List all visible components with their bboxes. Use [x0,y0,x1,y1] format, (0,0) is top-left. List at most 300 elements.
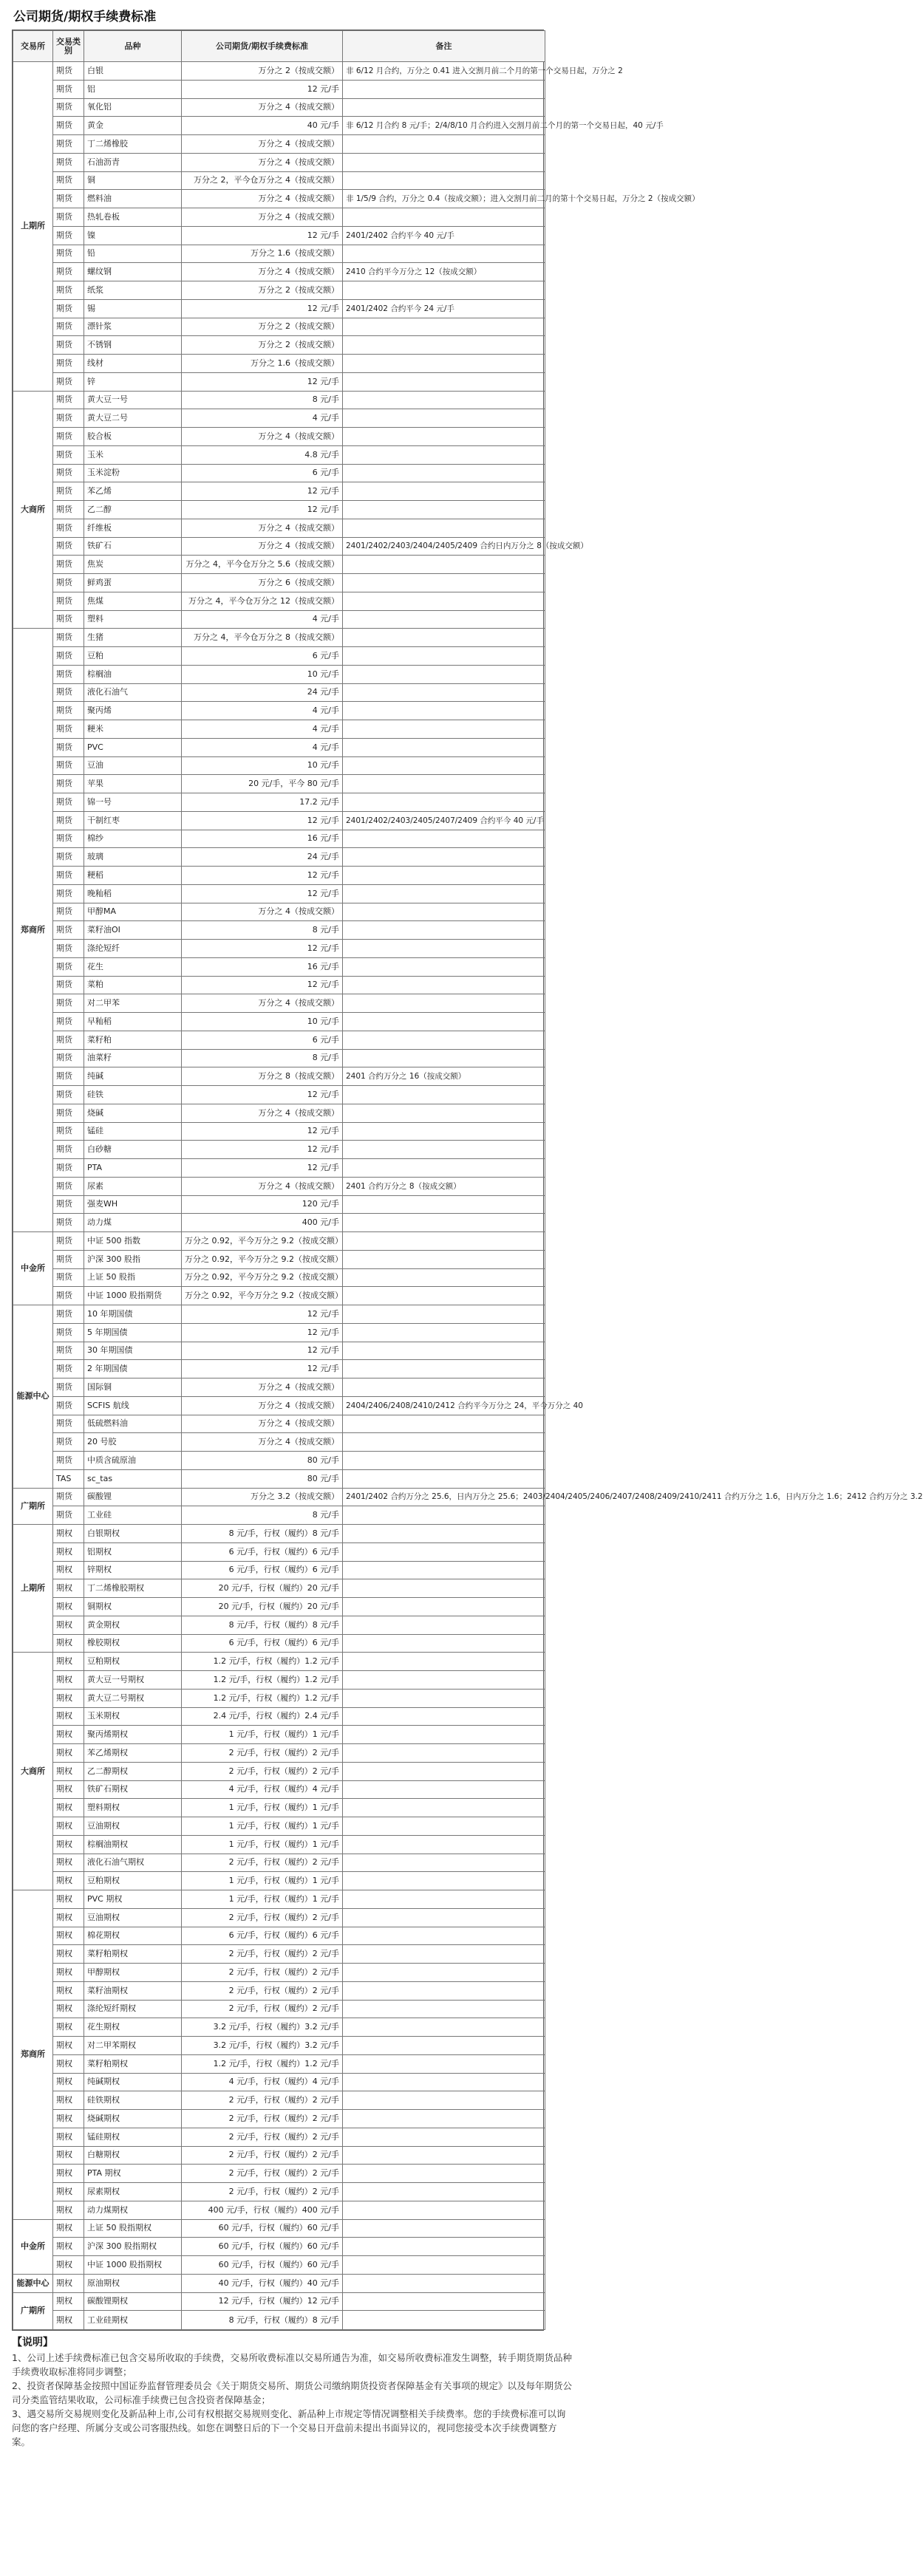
product-cell: 中证 500 指数 [84,1232,182,1251]
note-cell [343,1835,545,1854]
type-cell: 期货 [53,1122,84,1141]
table-row [13,1360,545,1378]
fee-cell: 12 元/手 [182,811,343,830]
product-cell: 铜 [84,171,182,190]
type-cell: 期货 [53,1268,84,1287]
table-row [13,556,545,574]
note-cell [343,372,545,391]
note-cell [343,647,545,666]
product-cell: 铁矿石 [84,537,182,556]
type-cell: 期权 [53,2091,84,2110]
table-row [13,2073,545,2091]
type-cell: 期货 [53,683,84,702]
table-row [13,1964,545,1982]
table-row [13,702,545,720]
product-cell: 动力煤 [84,1214,182,1232]
fee-cell: 万分之 1.6（按成交额） [182,245,343,263]
product-cell: 丁二烯橡胶期权 [84,1579,182,1598]
exchange-cell: 上期所 [13,62,53,392]
product-cell: 聚丙烯 [84,702,182,720]
table-row [13,2128,545,2146]
note-cell [343,482,545,501]
product-cell: 豆油期权 [84,1908,182,1927]
product-cell: 镍 [84,226,182,245]
product-cell: 玉米淀粉 [84,464,182,482]
product-cell: 焦煤 [84,592,182,610]
product-cell: 沪深 300 股指 [84,1250,182,1268]
fee-cell: 4 元/手 [182,409,343,428]
fee-cell: 4 元/手 [182,738,343,756]
exchange-cell: 广期所 [13,1488,53,1525]
fee-cell: 万分之 4（按成交额） [182,519,343,537]
fee-cell: 12 元/手 [182,1305,343,1324]
table-row [13,1195,545,1214]
note-cell [343,1360,545,1378]
note-cell: 非 6/12 月合约，万分之 0.41 进入交割月前二个月的第一个交易日起，万分之 2 [343,62,545,81]
fee-cell: 12 元/手 [182,372,343,391]
fee-cell: 万分之 4（按成交额） [182,1433,343,1452]
table-header-row [13,31,545,62]
fee-cell: 20 元/手，平今 80 元/手 [182,775,343,793]
note-cell [343,793,545,812]
type-cell: 期权 [53,2110,84,2128]
fee-cell: 万分之 4，平今仓万分之 5.6（按成交额） [182,556,343,574]
type-cell: 期货 [53,336,84,355]
table-row [13,1268,545,1287]
type-cell: 期权 [53,1542,84,1561]
fee-cell: 万分之 4（按成交额） [182,208,343,227]
fee-cell: 3.2 元/手，行权（履约）3.2 元/手 [182,2018,343,2037]
type-cell: 期权 [53,1835,84,1854]
type-cell: 期货 [53,153,84,171]
note-cell [343,1452,545,1470]
table-row [13,1707,545,1726]
product-cell: 工业硅期权 [84,2311,182,2330]
fee-cell: 3.2 元/手，行权（履约）3.2 元/手 [182,2037,343,2055]
product-cell: 低硫燃料油 [84,1415,182,1433]
table-row [13,1086,545,1104]
fee-cell: 万分之 8（按成交额） [182,1067,343,1086]
table-row [13,1561,545,1579]
note-cell [343,2146,545,2165]
note-cell [343,1744,545,1763]
type-cell: 期权 [53,2183,84,2201]
table-row [13,190,545,208]
product-cell: 黄大豆一号期权 [84,1671,182,1690]
product-cell: 生猪 [84,629,182,647]
type-cell: 期货 [53,190,84,208]
product-cell: 锦一号 [84,793,182,812]
note-cell [343,1268,545,1287]
table-row [13,683,545,702]
product-cell: 螺纹钢 [84,263,182,281]
table-row [13,1177,545,1195]
note-cell [343,2183,545,2201]
table-row [13,1232,545,1251]
product-cell: 2 年期国债 [84,1360,182,1378]
product-cell: 漂针浆 [84,318,182,336]
product-cell: 黄金 [84,117,182,135]
product-cell: 甲醇MA [84,903,182,921]
fee-cell: 1.2 元/手，行权（履约）1.2 元/手 [182,2054,343,2073]
note-cell [343,1561,545,1579]
type-cell: 期权 [53,1890,84,1909]
type-cell: 期权 [53,1616,84,1634]
table-row [13,1927,545,1945]
table-row [13,355,545,373]
product-cell: 石油沥青 [84,153,182,171]
note-cell: 2401/2402 合约平今 40 元/手 [343,226,545,245]
type-cell: 期货 [53,994,84,1013]
note-cell [343,1945,545,1964]
product-cell: 动力煤期权 [84,2201,182,2219]
type-cell: 期货 [53,391,84,409]
table-row [13,1780,545,1799]
table-row [13,1415,545,1433]
type-cell: 期权 [53,1689,84,1707]
fee-cell: 万分之 4（按成交额） [182,1378,343,1397]
type-cell: 期权 [53,1799,84,1817]
table-row [13,1671,545,1690]
type-cell: 期货 [53,482,84,501]
note-cell [343,1616,545,1634]
table-row [13,2018,545,2037]
fee-cell: 万分之 4（按成交额） [182,135,343,154]
fee-cell: 12 元/手 [182,80,343,98]
type-cell: 期货 [53,940,84,958]
exchange-cell: 能源中心 [13,1305,53,1489]
table-row [13,2201,545,2219]
product-cell: 甲醇期权 [84,1964,182,1982]
product-cell: 乙二醇期权 [84,1762,182,1780]
fee-cell: 10 元/手 [182,756,343,775]
fee-cell: 万分之 4（按成交额） [182,428,343,446]
product-cell: 涤纶短纤 [84,940,182,958]
table-row [13,519,545,537]
table-row [13,1452,545,1470]
table-row [13,1287,545,1305]
fee-cell: 80 元/手 [182,1469,343,1488]
fee-cell: 12 元/手 [182,1360,343,1378]
note-cell [343,994,545,1013]
table-row [13,629,545,647]
type-cell: 期权 [53,1780,84,1799]
type-cell: 期权 [53,1653,84,1671]
type-cell: 期货 [53,281,84,300]
product-cell: 棕榈油期权 [84,1835,182,1854]
note-cell [343,2073,545,2091]
note-cell [343,1250,545,1268]
table-row [13,1104,545,1122]
note-cell [343,1086,545,1104]
fee-cell: 2 元/手，行权（履约）2 元/手 [182,2128,343,2146]
type-cell: 期权 [53,2146,84,2165]
product-cell: 黄大豆一号 [84,391,182,409]
header-type: 交易类别 [53,31,84,62]
fee-cell: 12 元/手 [182,1086,343,1104]
type-cell: 期货 [53,1195,84,1214]
fee-cell: 12 元/手 [182,482,343,501]
type-cell: 期权 [53,1908,84,1927]
fee-cell: 60 元/手，行权（履约）60 元/手 [182,2219,343,2238]
table-row [13,957,545,976]
table-row [13,537,545,556]
note-cell [343,665,545,683]
note-cell [343,1214,545,1232]
note-cell [343,1653,545,1671]
fee-cell: 万分之 2，平今仓万分之 4（按成交额） [182,171,343,190]
table-row [13,1323,545,1342]
note-cell [343,2091,545,2110]
product-cell: 30 年期国债 [84,1342,182,1360]
note-cell [343,2110,545,2128]
note-cell [343,683,545,702]
table-row [13,1689,545,1707]
note-cell [343,1104,545,1122]
note-cell [343,1634,545,1653]
type-cell: 期货 [53,445,84,464]
product-cell: 20 号胶 [84,1433,182,1452]
note-cell [343,1854,545,1872]
table-row [13,884,545,903]
table-row [13,2292,545,2311]
fee-cell: 4 元/手 [182,720,343,739]
product-cell: 锰硅期权 [84,2128,182,2146]
product-cell: 苯乙烯 [84,482,182,501]
type-cell: 期货 [53,1378,84,1397]
type-cell: 期货 [53,117,84,135]
product-cell: 棕榈油 [84,665,182,683]
table-row [13,1049,545,1067]
table-row [13,445,545,464]
product-cell: 尿素期权 [84,2183,182,2201]
table-body [13,62,923,2330]
type-cell: 期货 [53,556,84,574]
fee-cell: 万分之 4（按成交额） [182,190,343,208]
note-cell [343,2292,545,2311]
type-cell: 期货 [53,1342,84,1360]
note-cell: 非 1/5/9 合约，万分之 0.4（按成交额）；进入交割月前二月的第十个交易日起，万分之 2（按成交额） [343,190,545,208]
table-row [13,1744,545,1763]
type-cell: 期货 [53,80,84,98]
type-cell: 期货 [53,1323,84,1342]
type-cell: 期货 [53,1287,84,1305]
note-cell [343,1872,545,1890]
fee-cell: 万分之 2（按成交额） [182,318,343,336]
product-cell: 液化石油气期权 [84,1854,182,1872]
note-cell: 2401/2402 合约平今 24 元/手 [343,299,545,318]
product-cell: 橡胶期权 [84,1634,182,1653]
table-row [13,2037,545,2055]
note-cell [343,1433,545,1452]
exchange-cell: 郑商所 [13,1890,53,2220]
note-cell [343,592,545,610]
fee-cell: 17.2 元/手 [182,793,343,812]
table-row [13,1817,545,1836]
type-cell: 期货 [53,957,84,976]
note-cell [343,1506,545,1525]
table-row [13,1342,545,1360]
table-row [13,1634,545,1653]
table-row [13,2165,545,2183]
table-row [13,1542,545,1561]
fee-cell: 2 元/手，行权（履约）2 元/手 [182,1744,343,1763]
type-cell: 期权 [53,1525,84,1543]
fee-cell: 1.2 元/手，行权（履约）1.2 元/手 [182,1689,343,1707]
type-cell: 期权 [53,2128,84,2146]
product-cell: PTA [84,1159,182,1178]
fee-cell: 万分之 0.92，平今万分之 9.2（按成交额） [182,1287,343,1305]
note-cell [343,848,545,867]
fee-cell: 2 元/手，行权（履约）2 元/手 [182,1762,343,1780]
note-cell [343,318,545,336]
table-row [13,1214,545,1232]
fee-cell: 6 元/手，行权（履约）6 元/手 [182,1542,343,1561]
note-cell [343,1598,545,1616]
fee-cell: 60 元/手，行权（履约）60 元/手 [182,2256,343,2275]
note-cell [343,245,545,263]
table-row [13,1981,545,2000]
product-cell: 对二甲苯期权 [84,2037,182,2055]
note-cell [343,391,545,409]
type-cell: 期权 [53,2037,84,2055]
table-row [13,1653,545,1671]
product-cell: 白银期权 [84,1525,182,1543]
type-cell: TAS [53,1469,84,1488]
product-cell: 豆油 [84,756,182,775]
fee-cell: 12 元/手 [182,1141,343,1159]
type-cell: 期货 [53,428,84,446]
fee-cell: 6 元/手 [182,464,343,482]
note-cell [343,940,545,958]
notes-heading: 【说明】 [12,2337,53,2348]
product-cell: 铝 [84,80,182,98]
type-cell: 期货 [53,1049,84,1067]
fee-cell: 24 元/手 [182,848,343,867]
note-cell [343,610,545,629]
fee-cell: 4 元/手 [182,702,343,720]
table-row [13,1835,545,1854]
type-cell: 期货 [53,409,84,428]
fee-cell: 24 元/手 [182,683,343,702]
type-cell: 期货 [53,976,84,994]
fee-cell: 2 元/手，行权（履约）2 元/手 [182,2000,343,2018]
type-cell: 期货 [53,1452,84,1470]
notes-item-3: 3、遇交易所交易规则变化及新品种上市,公司有权根据交易规则变化、新品种上市规定等情况调整相关手续费率。您的手续费标准可以询问您的客户经理、所属分支或公司客服热线。如您在调整日后的下一个交易日开盘前未提出书面异议的，视同您接受本次手续费调整方案。 [12,2408,566,2447]
fee-cell: 6 元/手 [182,1031,343,1049]
type-cell: 期权 [53,2201,84,2219]
note-cell [343,80,545,98]
table-row [13,1141,545,1159]
fee-cell: 12 元/手 [182,976,343,994]
product-cell: 棉花期权 [84,1927,182,1945]
fee-cell: 万分之 0.92，平今万分之 9.2（按成交额） [182,1250,343,1268]
note-cell [343,1726,545,1744]
table-row [13,647,545,666]
table-row [13,2311,545,2330]
note-cell [343,2256,545,2275]
product-cell: 纸浆 [84,281,182,300]
fee-cell: 120 元/手 [182,1195,343,1214]
type-cell: 期权 [53,1598,84,1616]
type-cell: 期货 [53,1506,84,1525]
product-cell: 菜籽粕 [84,1031,182,1049]
product-cell: 苯乙烯期权 [84,1744,182,1763]
exchange-cell: 大商所 [13,391,53,629]
type-cell: 期权 [53,2018,84,2037]
product-cell: 黄金期权 [84,1616,182,1634]
table-row [13,299,545,318]
type-cell: 期货 [53,1250,84,1268]
fee-cell: 12 元/手 [182,501,343,519]
table-row [13,372,545,391]
table-row [13,245,545,263]
fee-cell: 8 元/手 [182,1506,343,1525]
note-cell [343,2037,545,2055]
product-cell: 黄大豆二号 [84,409,182,428]
type-cell: 期货 [53,1232,84,1251]
note-cell [343,1378,545,1397]
product-cell: 尿素 [84,1177,182,1195]
fee-cell: 12 元/手 [182,1323,343,1342]
note-cell: 2401/2402 合约万分之 25.6，日内万分之 25.6；2403/2404/2405/2406/2407/2408/2409/2410/2411 合约万分之 1.6，日内万分之 1.6；2412 合约万分之 3.2 [343,1488,545,1506]
table-row [13,2110,545,2128]
fee-cell: 2 元/手，行权（履约）2 元/手 [182,1945,343,1964]
fee-cell: 12 元/手 [182,1122,343,1141]
product-cell: 碳酸锂 [84,1488,182,1506]
product-cell: 白银 [84,62,182,81]
type-cell: 期货 [53,574,84,592]
product-cell: PVC 期权 [84,1890,182,1909]
product-cell: 液化石油气 [84,683,182,702]
table-row [13,501,545,519]
product-cell: 豆粕期权 [84,1653,182,1671]
product-cell: 对二甲苯 [84,994,182,1013]
type-cell: 期货 [53,738,84,756]
fee-cell: 8 元/手 [182,391,343,409]
table-row [13,756,545,775]
note-cell [343,738,545,756]
table-row [13,1305,545,1324]
fee-cell: 2 元/手，行权（履约）2 元/手 [182,2146,343,2165]
fee-cell: 400 元/手 [182,1214,343,1232]
fee-cell: 2 元/手，行权（履约）2 元/手 [182,1964,343,1982]
product-cell: 上证 50 股指期权 [84,2219,182,2238]
product-cell: 聚丙烯期权 [84,1726,182,1744]
product-cell: 强麦WH [84,1195,182,1214]
type-cell: 期权 [53,1744,84,1763]
fee-cell: 12 元/手 [182,1342,343,1360]
type-cell: 期货 [53,226,84,245]
table-row [13,409,545,428]
note-cell: 2401 合约万分之 8（按成交额） [343,1177,545,1195]
product-cell: 苹果 [84,775,182,793]
note-cell [343,1287,545,1305]
type-cell: 期货 [53,775,84,793]
product-cell: SCFIS 航线 [84,1396,182,1415]
product-cell: 烧碱 [84,1104,182,1122]
product-cell: 丁二烯橡胶 [84,135,182,154]
product-cell: 碳酸锂期权 [84,2292,182,2311]
note-cell [343,153,545,171]
type-cell: 期权 [53,2000,84,2018]
fee-cell: 6 元/手 [182,647,343,666]
exchange-cell: 能源中心 [13,2274,53,2292]
fee-cell: 12 元/手 [182,226,343,245]
table-row [13,2274,545,2292]
type-cell: 期货 [53,1396,84,1415]
table-row [13,98,545,117]
